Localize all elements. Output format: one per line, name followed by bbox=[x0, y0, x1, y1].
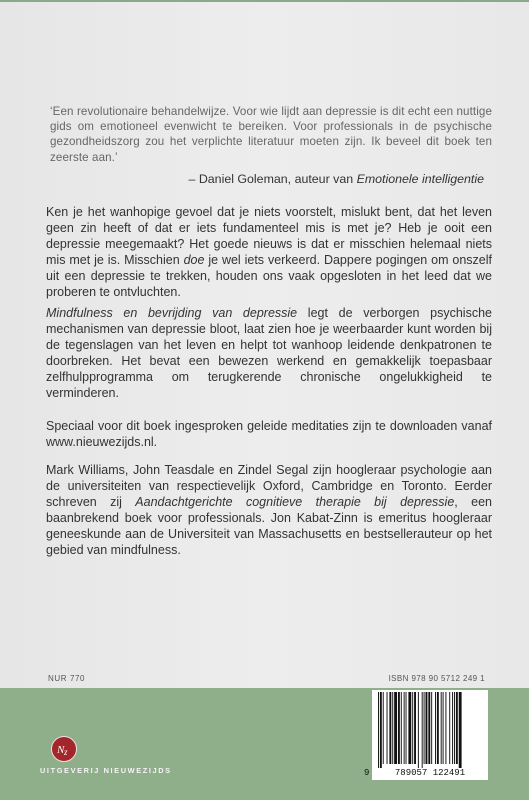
barcode-number bbox=[364, 768, 488, 778]
top-rule bbox=[0, 0, 529, 2]
barcode-bar bbox=[449, 692, 450, 764]
book-title-emphasis: Aandachtgerichte cognitieve therapie bij depressie bbox=[135, 494, 455, 509]
author-bio-paragraph bbox=[46, 463, 492, 558]
barcode-bar bbox=[387, 692, 388, 764]
paragraph-emphasis: doe bbox=[183, 252, 205, 267]
barcode-bar bbox=[398, 692, 400, 764]
barcode-bar bbox=[454, 692, 455, 764]
barcode-bar bbox=[378, 692, 379, 768]
barcode-bar bbox=[418, 692, 419, 768]
paragraph-text: Speciaal voor dit boek ingesproken geleide meditaties zijn te downloaden vanaf www.nieuwezijds.nl. bbox=[46, 419, 492, 449]
barcode-bar bbox=[389, 692, 391, 764]
paragraph-text: Mark Williams, John Teasdale en Zindel Segal zijn hoogleraar psychologie aan de universiteiten van respectievelijk Oxford, Cambridge en Toronto. Eerder schreven zij bbox=[46, 463, 492, 509]
barcode-bar bbox=[408, 692, 411, 764]
barcode-bar bbox=[428, 692, 430, 764]
paragraph-text: Ken je het wanhopige gevoel dat je niets voorstelt, mislukt bent, dat het leven geen zin heeft of dat er iets fundamenteel mis is met je? Heb je ooit een depressie meegemaakt? Het goede nieuws is dat er misschien helemaal niets mis met je is. Misschien bbox=[46, 205, 492, 267]
barcode-bar bbox=[445, 692, 446, 764]
barcode-bar bbox=[456, 692, 458, 764]
book-title-emphasis: Mindfulness en bevrijding van depressie bbox=[46, 306, 298, 320]
barcode-bar bbox=[441, 692, 442, 764]
nz-monogram-icon bbox=[51, 736, 77, 762]
barcode-first-digit: 9 bbox=[364, 768, 370, 778]
svg-text:N: N bbox=[57, 744, 65, 756]
attribution-book-title: Emotionele intelligentie bbox=[356, 172, 484, 186]
nur-code: NUR 770 bbox=[48, 674, 86, 683]
blurb-paragraph-2 bbox=[46, 306, 492, 401]
barcode-bar bbox=[414, 692, 416, 764]
svg-text:z: z bbox=[64, 747, 68, 757]
barcode-bar bbox=[422, 692, 423, 768]
blurb-paragraph-3 bbox=[46, 419, 492, 451]
barcode-bar bbox=[424, 692, 425, 764]
paragraph-text: , een baanbrekend boek voor professionals. Jon Kabat-Zinn is emeritus hoogleraar geneeskunde aan de Universiteit van Massachusetts en bestsellerauteur op het gebied van mindfulness. bbox=[46, 494, 492, 557]
barcode-bar bbox=[392, 692, 393, 764]
barcode-bar bbox=[380, 692, 382, 768]
blurb-paragraph-1 bbox=[46, 205, 492, 300]
endorsement-quote: ‘Een revolutionaire behandelwijze. Voor wie lijdt aan depressie is dit echt een nuttige gids om emotioneel evenwicht te bereiken. Voor professionals in de psychische gezondheidszorg zou het verplichte literatuur moeten zijn. Ik beveel dit boek ten zeerste aan.’ bbox=[50, 105, 492, 164]
barcode-bar bbox=[435, 692, 436, 764]
quote-attribution bbox=[189, 172, 485, 186]
barcode-bar bbox=[394, 692, 397, 764]
publisher-name: UITGEVERIJ NIEUWEZIJDS bbox=[40, 766, 172, 775]
barcode-bar bbox=[459, 692, 462, 768]
paragraph-text: legt de verborgen psychische mechanismen van depressie bloot, laat zien hoe je weerbaarder kunt worden bij de tegenslagen van het leven en helpt tot wanhoop leidende denkpatronen te doorbreken. Het bevat een bewezen werkend en gemakkelijk toepasbaar zelfhulpprogramma om terugkerende chronische ongelukkigheid te verminderen. bbox=[46, 306, 492, 400]
barcode-bar bbox=[401, 692, 402, 764]
barcode-bar bbox=[383, 692, 384, 764]
isbn-text: ISBN 978 90 5712 249 1 bbox=[388, 674, 485, 683]
attribution-author: – Daniel Goleman, auteur van bbox=[188, 172, 357, 186]
barcode-bar bbox=[431, 692, 432, 764]
barcode-bar bbox=[412, 692, 413, 764]
barcode bbox=[372, 690, 488, 780]
barcode-bar bbox=[426, 692, 428, 764]
barcode-bar bbox=[437, 692, 439, 764]
barcode-bar bbox=[452, 692, 453, 764]
barcode-bar bbox=[406, 692, 407, 764]
paragraph-text: je wel iets verkeerd. Dappere pogingen om onszelf uit een depressie te trekken, houden ons vaak opgesloten in het leed dat we proberen te ontvluchten. bbox=[46, 252, 492, 299]
barcode-digits: 789057 122491 bbox=[394, 768, 466, 778]
barcode-bar bbox=[443, 692, 444, 764]
barcode-bars bbox=[372, 690, 488, 768]
barcode-bar bbox=[404, 692, 405, 764]
